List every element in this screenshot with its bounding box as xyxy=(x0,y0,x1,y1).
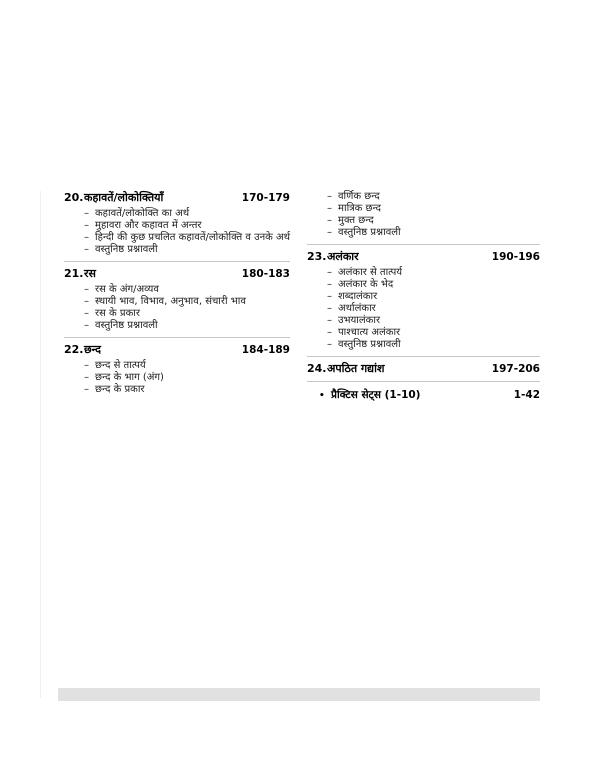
toc-subitem xyxy=(64,232,290,244)
toc-column-left xyxy=(64,191,290,396)
subitem-text: वस्तुनिष्ठ प्रश्नावली xyxy=(95,244,158,255)
section-title: अपठित गद्यांश xyxy=(327,362,385,375)
subitem-text: कहावतें/लोकोक्ति का अर्थ xyxy=(95,208,190,219)
toc-subitem xyxy=(307,327,540,339)
section-items xyxy=(307,191,540,239)
toc-section-23 xyxy=(307,250,540,351)
dash-icon: – xyxy=(327,303,332,314)
subitem-text: उभयालंकार xyxy=(338,315,381,326)
subitem-text: छन्द के भाग (अंग) xyxy=(95,372,164,383)
section-number: 20. xyxy=(64,191,84,204)
section-items xyxy=(307,267,540,351)
practice-sets-label: प्रैक्टिस सेट्स (1-10) xyxy=(331,389,421,401)
section-title: रस xyxy=(84,267,96,280)
dash-icon: – xyxy=(327,279,332,290)
subitem-text: छन्द से तात्पर्य xyxy=(95,360,146,371)
subitem-text: पाश्चात्य अलंकार xyxy=(338,327,401,338)
dash-icon: – xyxy=(84,244,89,255)
toc-section-22-continued xyxy=(307,191,540,239)
dash-icon: – xyxy=(327,315,332,326)
page-edge-bar xyxy=(58,688,540,701)
dash-icon: – xyxy=(327,191,332,202)
dash-icon: – xyxy=(327,339,332,350)
dash-icon: – xyxy=(327,291,332,302)
section-number: 22. xyxy=(64,343,84,356)
section-pages: 180-183 xyxy=(241,268,290,280)
section-title: कहावतें/लोकोक्तियाँ xyxy=(84,191,164,204)
section-items xyxy=(64,360,290,396)
dash-icon: – xyxy=(84,296,89,307)
section-heading xyxy=(64,267,290,281)
toc-subitem xyxy=(64,244,290,256)
dash-icon: – xyxy=(84,320,89,331)
section-heading xyxy=(64,343,290,357)
subitem-text: मुक्त छन्द xyxy=(338,215,374,226)
subitem-text: रस के प्रकार xyxy=(95,308,140,319)
toc-subitem xyxy=(307,215,540,227)
page-edge-line xyxy=(40,191,41,698)
toc-subitem xyxy=(64,308,290,320)
subitem-text: स्थायी भाव, विभाव, अनुभाव, संचारी भाव xyxy=(95,296,246,307)
dash-icon: – xyxy=(84,284,89,295)
section-items xyxy=(64,284,290,332)
subitem-text: अलंकार से तात्पर्य xyxy=(338,267,403,278)
toc-section-20 xyxy=(64,191,290,256)
section-pages: 170-179 xyxy=(241,192,290,204)
section-items xyxy=(64,208,290,256)
section-title: छन्द xyxy=(84,343,101,356)
section-pages: 197-206 xyxy=(491,363,540,375)
subitem-text: अर्थालंकार xyxy=(338,303,376,314)
dash-icon: – xyxy=(84,372,89,383)
toc-subitem xyxy=(64,208,290,220)
dash-icon: – xyxy=(327,227,332,238)
divider xyxy=(307,356,540,357)
toc-subitem xyxy=(307,315,540,327)
toc-subitem xyxy=(64,320,290,332)
toc-section-24 xyxy=(307,362,540,376)
toc-subitem xyxy=(64,360,290,372)
practice-sets-row xyxy=(307,389,540,403)
toc-section-22 xyxy=(64,343,290,396)
dash-icon: – xyxy=(84,208,89,219)
toc-subitem xyxy=(307,203,540,215)
subitem-text: रस के अंग/अव्यव xyxy=(95,284,159,295)
dash-icon: – xyxy=(327,215,332,226)
dash-icon: – xyxy=(84,232,89,243)
toc-subitem xyxy=(307,191,540,203)
section-heading xyxy=(307,250,540,264)
section-pages: 184-189 xyxy=(241,344,290,356)
toc-subitem xyxy=(64,220,290,232)
subitem-text: हिन्दी की कुछ प्रचलित कहावतें/लोकोक्ति व उनके अर्थ xyxy=(95,232,291,243)
section-number: 24. xyxy=(307,362,327,375)
section-heading xyxy=(64,191,290,205)
toc-section-21 xyxy=(64,267,290,332)
bullet-icon: • xyxy=(319,391,325,401)
subitem-text: अलंकार के भेद xyxy=(338,279,394,290)
toc-subitem xyxy=(307,291,540,303)
subitem-text: वस्तुनिष्ठ प्रश्नावली xyxy=(338,339,401,350)
section-pages: 190-196 xyxy=(491,251,540,263)
toc-subitem xyxy=(64,284,290,296)
dash-icon: – xyxy=(84,384,89,395)
subitem-text: मात्रिक छन्द xyxy=(338,203,381,214)
toc-subitem xyxy=(307,279,540,291)
subitem-text: वस्तुनिष्ठ प्रश्नावली xyxy=(95,320,158,331)
section-number: 21. xyxy=(64,267,84,280)
divider xyxy=(64,261,290,262)
subitem-text: वस्तुनिष्ठ प्रश्नावली xyxy=(338,227,401,238)
toc-subitem xyxy=(307,303,540,315)
practice-sets-pages: 1-42 xyxy=(513,389,540,401)
section-heading xyxy=(307,362,540,376)
dash-icon: – xyxy=(327,203,332,214)
section-title: अलंकार xyxy=(327,250,359,263)
dash-icon: – xyxy=(84,308,89,319)
dash-icon: – xyxy=(84,360,89,371)
divider xyxy=(307,244,540,245)
toc-subitem xyxy=(64,296,290,308)
toc-subitem xyxy=(64,372,290,384)
dash-icon: – xyxy=(327,267,332,278)
subitem-text: वर्णिक छन्द xyxy=(338,191,380,202)
toc-subitem xyxy=(307,227,540,239)
dash-icon: – xyxy=(84,220,89,231)
subitem-text: छन्द के प्रकार xyxy=(95,384,145,395)
section-number: 23. xyxy=(307,250,327,263)
toc-subitem xyxy=(64,384,290,396)
toc-subitem xyxy=(307,267,540,279)
subitem-text: मुहावरा और कहावत में अन्तर xyxy=(95,220,202,231)
dash-icon: – xyxy=(327,327,332,338)
divider xyxy=(307,381,540,382)
toc-column-right xyxy=(307,191,540,403)
subitem-text: शब्दालंकार xyxy=(338,291,378,302)
divider xyxy=(64,337,290,338)
toc-subitem xyxy=(307,339,540,351)
